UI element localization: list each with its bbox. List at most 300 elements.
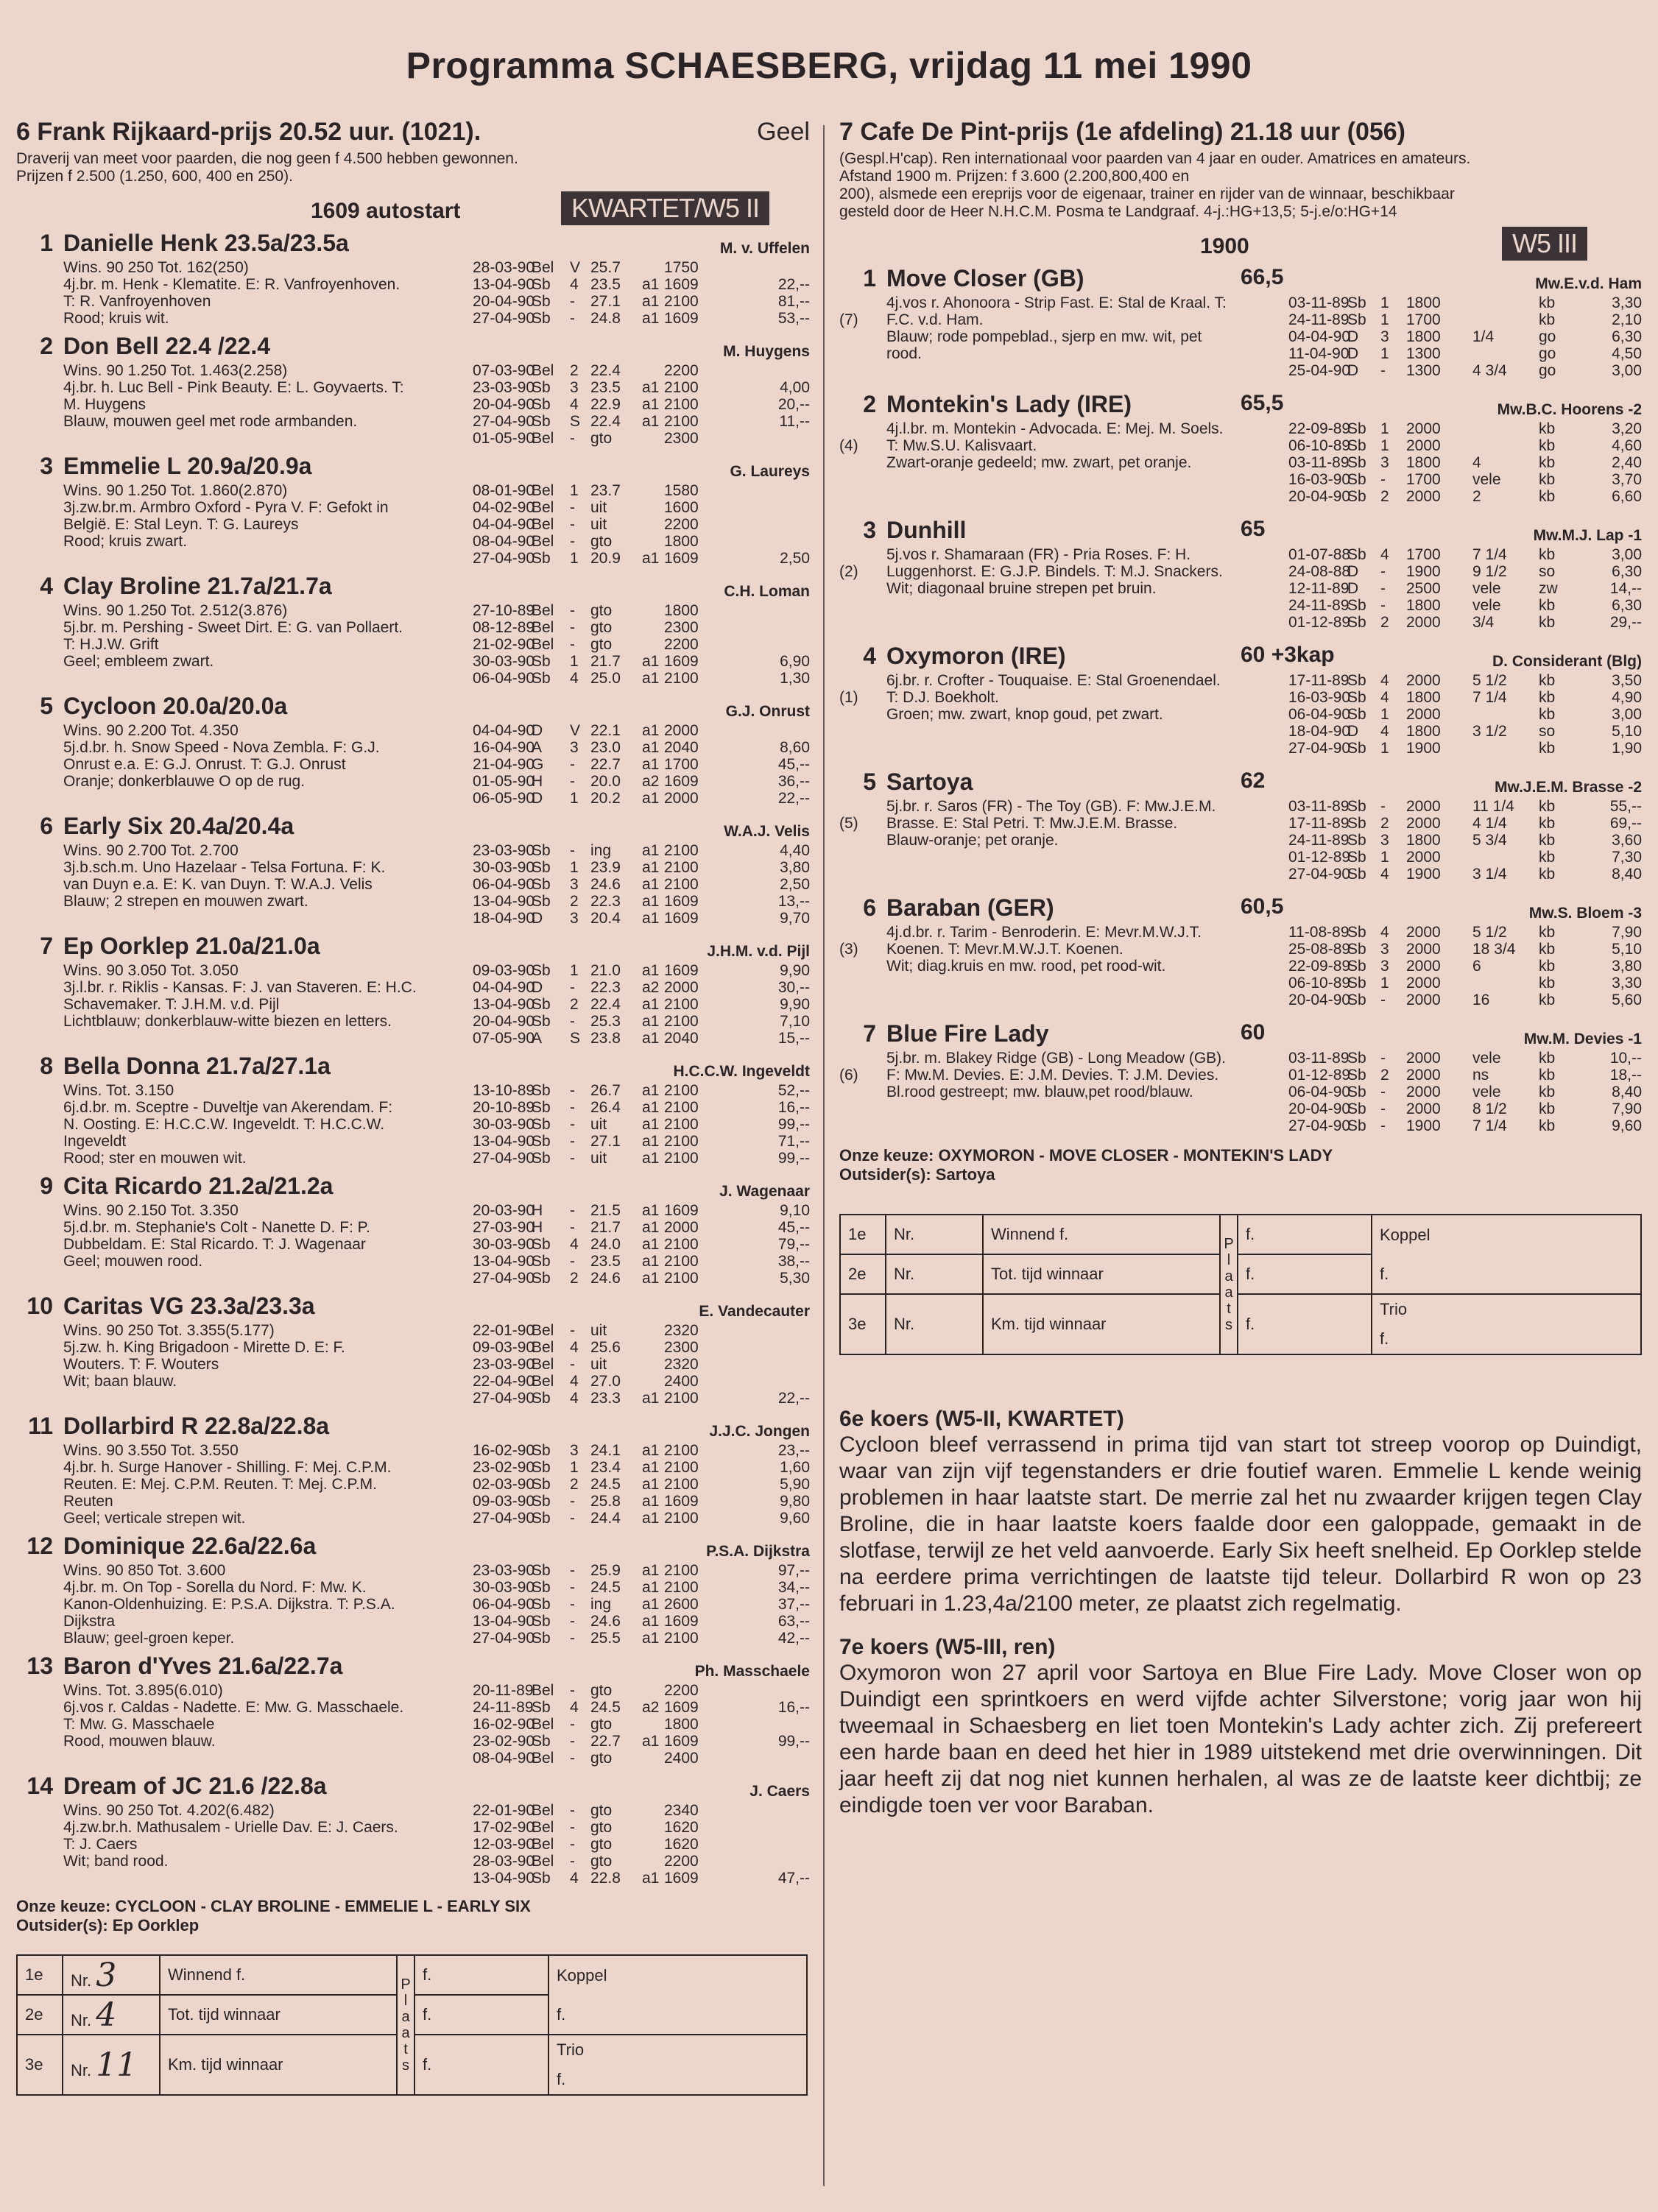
info-line: 3j.zw.br.m. Armbro Oxford - Pyra V. F: Gefokt in [63,499,389,516]
result-cell: 21.7 [590,1219,621,1236]
horse-body [839,546,1642,631]
result-cell: 2,40 [1612,454,1642,471]
result-row [16,996,810,1013]
result-cell: a1 [642,910,660,927]
result-cell: 24.6 [590,1613,621,1630]
result-cell: 4 1/4 [1472,815,1507,832]
results [839,672,1642,757]
result-cell: 2100 [664,1510,699,1527]
f-cell: f. [415,1955,548,1995]
result-cell: A [532,1030,543,1047]
result-cell: 1609 [664,1870,699,1887]
result-cell: 1609 [664,310,699,327]
horse-body [16,1682,810,1767]
results [16,1322,810,1407]
result-cell: uit [590,1150,607,1167]
result-cell: - [570,773,575,790]
result-cell: D [532,979,543,996]
result-cell: Sb [1347,311,1366,328]
result-cell: a1 [642,1613,660,1630]
result-cell: 63,-- [777,1613,810,1630]
km-time-label: Km. tijd winnaar [160,2035,397,2095]
result-cell: 2100 [664,379,699,396]
result-cell: 20-10-89 [473,1099,535,1116]
result-cell: Sb [1347,488,1366,505]
result-cell: D [1347,362,1359,379]
section7-title: 7e koers (W5-III, ren) [839,1635,1056,1659]
result-cell: 02-03-90 [473,1476,535,1493]
result-cell: Sb [532,1459,551,1476]
start-position: (5) [839,815,858,832]
result-cell: 27.1 [590,293,621,310]
result-cell: 04-04-90 [473,516,535,533]
result-cell: kb [1539,706,1556,723]
result-cell: 79,-- [777,1236,810,1253]
horse-name: Move Closer (GB) [886,265,1084,291]
result-cell: a1 [642,396,660,413]
horse-header [16,1053,810,1082]
result-cell: Sb [532,310,551,327]
result-cell: kb [1539,689,1556,706]
result-row [16,1459,810,1476]
handwritten-number: 3 [96,1956,117,1994]
result-cell: gto [590,619,613,636]
horse-body [16,1082,810,1167]
result-cell: Bel [532,499,554,516]
info-line: 6j.vos r. Caldas - Nadette. E: Mw. G. Masschaele. [63,1699,404,1716]
horse-header [16,1413,810,1442]
horse-number: 7 [40,933,53,959]
result-cell: Bel [532,1716,554,1733]
result-cell: - [570,1099,575,1116]
results [839,420,1642,505]
place-label: 2e [17,1995,63,2035]
result-cell: 1/4 [1472,328,1495,345]
result-cell: Sb [532,1099,551,1116]
result-cell: - [570,1116,575,1133]
info-line: Blauw-oranje; pet oranje. [886,832,1059,849]
results [16,259,810,327]
result-cell: a2 [642,979,660,996]
result-row [16,430,810,447]
result-row [839,832,1642,849]
result-cell: 23.0 [590,739,621,756]
result-cell: 2100 [664,293,699,310]
result-cell: Sb [532,876,551,893]
result-cell: 6,30 [1612,563,1642,580]
result-cell: D [532,790,543,807]
result-cell: 4 [1380,546,1389,563]
info-line: Dijkstra [63,1613,116,1630]
result-cell: 22.4 [590,362,621,379]
info-line: T: D.J. Boekholt. [886,689,999,706]
result-cell: 06-04-90 [473,670,535,687]
result-row [16,1562,810,1579]
result-cell: 71,-- [777,1133,810,1150]
result-cell: 4 [570,1373,579,1390]
result-cell: - [570,979,575,996]
results [16,842,810,927]
result-cell: 2100 [664,996,699,1013]
horse-name: Ep Oorklep 21.0a/21.0a [63,933,320,959]
result-cell: 1800 [1406,294,1441,311]
horse-name: Bella Donna 21.7a/27.1a [63,1053,331,1079]
result-cell: 01-12-89 [1288,1067,1351,1084]
result-row [16,1099,810,1116]
info-line: Reuten. E: Mej. C.P.M. Reuten. T: Mej. C.P.M. [63,1476,378,1493]
result-cell: Sb [532,653,551,670]
race6-result-table [16,1954,808,2096]
result-cell: kb [1539,924,1556,941]
info-line: Blauw; rode pompeblad., sjerp en mw. wit, pet [886,328,1202,345]
result-cell: 2000 [1406,958,1441,975]
horse-trainer: E. Vandecauter [699,1303,810,1320]
horse-name: Dominique 22.6a/22.6a [63,1533,317,1559]
horse-trainer: Mw.S. Bloem -3 [1528,905,1642,922]
result-cell: vele [1472,1050,1501,1067]
result-row [839,454,1642,471]
result-cell: 1800 [1406,723,1441,740]
info-line: 5j.d.br. m. Stephanie's Colt - Nanette D. F: P. [63,1219,370,1236]
results [839,294,1642,379]
result-cell: 07-03-90 [473,362,535,379]
results [839,924,1642,1008]
result-cell: 1 [1380,975,1389,992]
result-cell: 18,-- [1609,1067,1642,1084]
result-row [16,1802,810,1819]
result-cell: 13-04-90 [473,1133,535,1150]
horse-trainer: M. Huygens [723,343,810,360]
result-cell: 20-04-90 [473,293,535,310]
results [16,1442,810,1527]
result-row [16,1390,810,1407]
result-cell: - [570,1836,575,1853]
result-cell: Bel [532,602,554,619]
info-line: Wins. 90 1.250 Tot. 1.860(2.870) [63,482,288,499]
place-label: 1e [17,1955,63,1995]
result-row [16,859,810,876]
result-cell: vele [1472,580,1501,597]
result-cell: 1609 [664,653,699,670]
result-cell: a1 [642,1493,660,1510]
result-cell: 16-02-90 [473,1716,535,1733]
result-cell: H [532,1219,543,1236]
result-cell: 03-11-89 [1288,798,1350,815]
race6-title: 6 Frank Rijkaard-prijs 20.52 uur. (1021). [16,118,481,146]
result-cell: 1 [1380,345,1389,362]
result-row [839,941,1642,958]
info-line: 4j.l.br. m. Montekin - Advocada. E: Mej. M. Soels. [886,420,1224,437]
result-cell: Sb [532,670,551,687]
f-cell: f. [1238,1215,1372,1254]
result-row [16,310,810,327]
result-cell: 4 [570,1236,579,1253]
info-line: van Duyn e.a. E: K. van Duyn. T: W.A.J. Velis [63,876,373,893]
result-cell: 55,-- [1609,798,1642,815]
race7-description-2: Afstand 1900 m. Prijzen: f 3.600 (2.200,800,400 en [839,168,1190,185]
result-cell: 23-03-90 [473,1356,535,1373]
result-cell: 2040 [664,739,699,756]
result-cell: 2300 [664,619,699,636]
result-cell: 2,10 [1612,311,1642,328]
result-cell: 2,50 [780,550,810,567]
result-cell: H [532,1202,543,1219]
result-cell: 23.7 [590,482,621,499]
result-cell: 2 [570,1476,579,1493]
result-cell: - [570,1356,575,1373]
handwritten-number: 11 [96,2046,138,2084]
result-cell: 27-10-89 [473,602,535,619]
info-line: T: Mw. G. Masschaele [63,1716,215,1733]
result-cell: gto [590,1853,613,1870]
result-cell: 01-05-90 [473,430,535,447]
result-cell: kb [1539,454,1556,471]
result-cell: Sb [532,1870,551,1887]
info-line: T: J. Caers [63,1836,138,1853]
result-cell: 1 [570,653,579,670]
result-row [839,614,1642,631]
result-cell: kb [1539,815,1556,832]
horse-trainer: Mw.E.v.d. Ham [1535,275,1642,292]
result-row [16,1150,810,1167]
result-row [839,345,1642,362]
horse-number: 3 [40,453,53,479]
number-cell: Nr. 4 [63,1995,160,2035]
horse-trainer: C.H. Loman [724,583,810,600]
start-position: (6) [839,1067,858,1084]
result-row [839,294,1642,311]
horse-body [16,962,810,1047]
result-row [16,1339,810,1356]
result-cell: a1 [642,1099,660,1116]
result-cell: 7,90 [1612,1100,1642,1117]
result-cell: 2 [570,893,579,910]
result-cell: 13,-- [777,893,810,910]
result-row [16,876,810,893]
result-cell: 2300 [664,430,699,447]
horse-name: Baron d'Yves 21.6a/22.7a [63,1653,343,1679]
result-cell: 1800 [1406,328,1441,345]
result-cell: 3,20 [1612,420,1642,437]
result-cell: Sb [532,996,551,1013]
result-cell: 2100 [664,1116,699,1133]
result-row [16,1322,810,1339]
number-cell: Nr. [886,1215,983,1254]
horse-number: 2 [863,391,876,417]
result-cell: 2000 [1406,992,1441,1008]
result-cell: a1 [642,1236,660,1253]
result-cell: Sb [1347,1050,1366,1067]
result-cell: 3,50 [1612,672,1642,689]
result-cell: 08-12-89 [473,619,535,636]
result-cell: 1609 [664,1733,699,1750]
result-cell: 16 [1472,992,1490,1008]
result-cell: 1620 [664,1836,699,1853]
horse-entry [16,813,810,927]
result-cell: 4,00 [780,379,810,396]
result-cell: Sb [532,1510,551,1527]
horse-trainer: J. Caers [749,1783,810,1800]
result-cell: kb [1539,1050,1556,1067]
results [839,798,1642,883]
result-cell: 1,90 [1612,740,1642,757]
result-cell: 4,40 [780,842,810,859]
result-cell: 1700 [1406,311,1441,328]
result-cell: a1 [642,1596,660,1613]
results [16,482,810,567]
result-cell: a1 [642,739,660,756]
horse-body [16,362,810,447]
race6-header [16,118,810,150]
result-cell: - [570,1630,575,1647]
result-cell: Sb [532,1442,551,1459]
result-cell: 2000 [1406,1050,1441,1067]
result-cell: ing [590,1596,612,1613]
race6-start: 1609 autostart [311,199,461,223]
result-cell: - [1380,1084,1386,1100]
result-cell: gto [590,1802,613,1819]
section6-title: 6e koers (W5-II, KWARTET) [839,1407,1124,1431]
result-cell: 16-03-90 [1288,689,1351,706]
result-cell: kb [1539,614,1556,631]
result-row [839,740,1642,757]
result-row [839,992,1642,1008]
result-cell: 22.8 [590,1870,621,1887]
result-cell: - [570,756,575,773]
result-cell: 22,-- [777,1390,810,1407]
result-cell: 1609 [664,550,699,567]
result-row [16,1870,810,1887]
result-cell: 1609 [664,893,699,910]
horse-number: 1 [863,265,876,291]
info-line: Wins. 90 850 Tot. 3.600 [63,1562,226,1579]
result-cell: Sb [1347,849,1366,866]
info-line: 4j.br. m. Henk - Klematite. E: R. Vanfroyenhoven. [63,276,401,293]
horse-entry [16,1053,810,1167]
result-cell: - [570,1613,575,1630]
result-row [16,1270,810,1287]
info-line: Wins. Tot. 3.150 [63,1082,174,1099]
result-row [839,471,1642,488]
info-line: rood. [886,345,922,362]
result-row [839,866,1642,883]
horse-body [16,482,810,567]
result-cell: - [570,1133,575,1150]
result-cell: - [570,619,575,636]
result-cell: 3/4 [1472,614,1495,631]
info-line: 5j.br. m. Blakey Ridge (GB) - Long Meadow (GB). [886,1050,1227,1067]
result-cell: 3 [1380,454,1389,471]
horse-body [16,602,810,687]
result-cell: 24-11-89 [473,1699,534,1716]
result-cell: 27-04-90 [473,1150,535,1167]
result-cell: 2100 [664,1013,699,1030]
info-line: 3j.b.sch.m. Uno Hazelaar - Telsa Fortuna. F: K. [63,859,386,876]
result-row [839,798,1642,815]
horse-name: Early Six 20.4a/20.4a [63,813,294,839]
horse-name: Dream of JC 21.6 /22.8a [63,1773,327,1799]
result-row [839,689,1642,706]
result-cell: 04-04-90 [1288,328,1351,345]
result-cell: - [1380,563,1386,580]
result-cell: 24.6 [590,1270,621,1287]
result-cell: a1 [642,1510,660,1527]
result-cell: 26.4 [590,1099,621,1116]
race7-badge: W5 III [1502,227,1587,261]
result-cell: 2100 [664,1390,699,1407]
horse-number: 6 [40,813,53,839]
result-row [16,362,810,379]
result-cell: 1 [1380,849,1389,866]
result-cell: a1 [642,1030,660,1047]
horse-weight: 66,5 [1241,265,1284,289]
info-line: 6j.d.br. m. Sceptre - Duveltje van Akerendam. F: [63,1099,393,1116]
result-cell: 30,-- [777,979,810,996]
result-cell: 13-04-90 [473,276,535,293]
result-cell: 03-11-89 [1288,294,1350,311]
info-line: Groen; mw. zwart, knop goud, pet zwart. [886,706,1163,723]
horse-body [839,1050,1642,1134]
result-cell: 13-04-90 [473,893,535,910]
result-cell: 6 [1472,958,1481,975]
result-row [839,1100,1642,1117]
result-cell: a1 [642,379,660,396]
info-line: Rood; kruis wit. [63,310,169,327]
result-cell: 2000 [1406,1084,1441,1100]
result-cell: 08-04-90 [473,533,535,550]
result-cell: 2100 [664,670,699,687]
result-cell: Sb [1347,454,1366,471]
horse-name: Clay Broline 21.7a/21.7a [63,573,332,599]
horse-number: 10 [27,1293,53,1319]
result-cell: 4 [1380,689,1389,706]
result-cell: 8,60 [780,739,810,756]
horse-trainer: Mw.M.J. Lap -1 [1533,527,1642,544]
result-cell: kb [1539,849,1556,866]
result-cell: - [570,1579,575,1596]
result-cell: Sb [1347,672,1366,689]
result-row [16,602,810,619]
result-cell: 08-01-90 [473,482,535,499]
result-cell: D [1347,328,1359,345]
result-cell: 06-10-89 [1288,975,1351,992]
info-line: Wins. 90 250 Tot. 4.202(6.482) [63,1802,275,1819]
horse-body [16,259,810,327]
result-cell: 11-04-90 [1288,345,1350,362]
result-cell: 1 [570,790,579,807]
handwritten-number: 4 [96,1996,117,2034]
result-row [16,1030,810,1047]
result-cell: - [1380,992,1386,1008]
result-row [16,482,810,499]
result-cell: 2000 [664,722,699,739]
result-cell: 25.0 [590,670,621,687]
result-cell: 21.5 [590,1202,621,1219]
horse-number: 4 [863,643,876,669]
result-row [16,1699,810,1716]
result-cell: 6,30 [1612,328,1642,345]
result-cell: 9,80 [780,1493,810,1510]
result-cell: 1300 [1406,362,1441,379]
result-cell: 18-04-90 [1288,723,1351,740]
result-cell: 27-04-90 [473,1390,535,1407]
result-cell: 1609 [664,962,699,979]
result-cell: a1 [642,1442,660,1459]
result-cell: 27-04-90 [473,1630,535,1647]
results [16,1562,810,1647]
result-cell: vele [1472,1084,1501,1100]
result-cell: 1 [1380,706,1389,723]
